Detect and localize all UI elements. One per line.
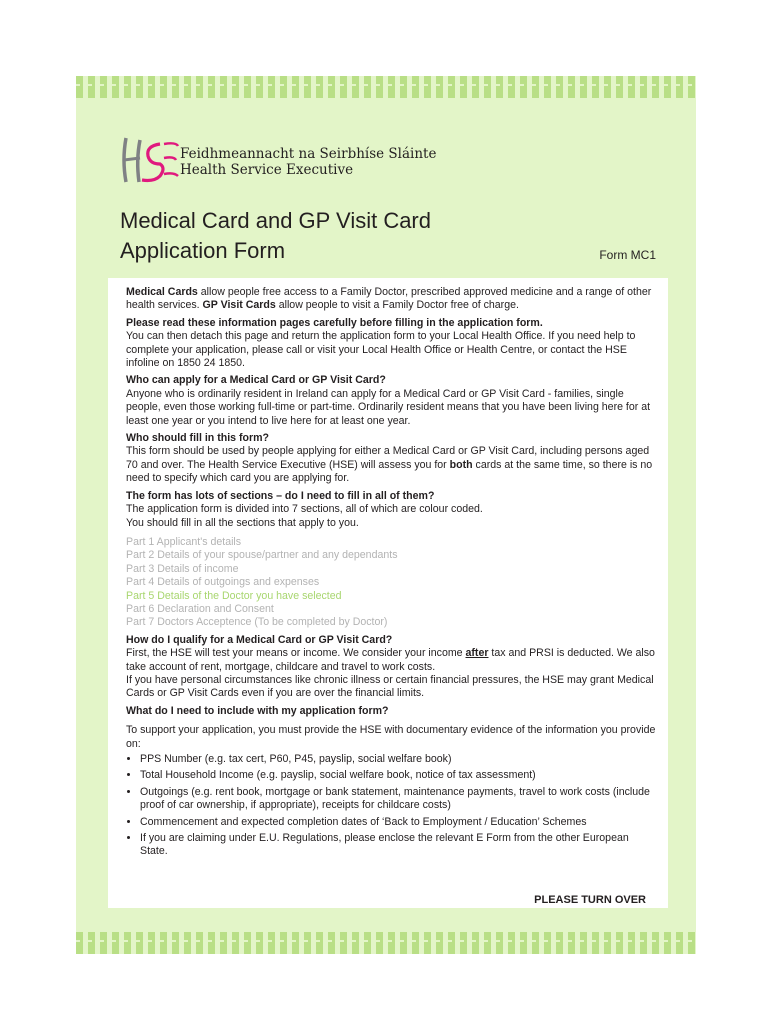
section-heading: The form has lots of sections – do I need to fill in all of them? [126,489,435,502]
intro-text-2: allow people to visit a Family Doctor free of charge. [275,299,519,312]
info-panel [108,278,668,908]
info-content [126,286,656,862]
section-heading: How do I qualify for a Medical Card or GP Visit Card? [126,633,393,646]
list-item: • If you are claiming under E.U. Regulations, please enclose the relevant E Form from the other European State. [140,832,656,859]
list-item: • Outgoings (e.g. rent book, mortgage or bank statement, maintenance payments, travel to work costs (include proof of car ownership, if appropriate), receipts for childcare costs) [140,786,656,813]
section-body: This form should be used by people applying for either a Medical Card or GP Visit Card, including persons aged 70 and over. The Health Service Executive (HSE) will assess you for [126,445,650,471]
please-turn-over: PLEASE TURN OVER [534,894,646,906]
parts-list [126,536,656,630]
section-who-can-apply [126,374,656,428]
section-body: First, the HSE will test your means or income. We consider your income [126,647,466,660]
part-item: Part 3 Details of income [126,562,239,575]
section-heading: Please read these information pages carefully before filling in the application form. [126,316,543,329]
section-body: If you have personal circumstances like chronic illness or certain financial pressures, the HSE may grant Medical Cards or GP Visit Cards even if you are over the financial limits. [126,673,654,700]
section-body: To support your application, you must provide the HSE with documentary evidence of the information you provide on: [126,724,656,750]
section-body: cards at the same time, so there is no need to specify which card you are applying for. [126,458,653,485]
list-item: • PPS Number (e.g. tax cert, P60, P45, payslip, social welfare book) [140,753,656,766]
logo-text [180,146,436,178]
section-sections [126,490,656,530]
section-body: Anyone who is ordinarily resident in Ireland can apply for a Medical Card or GP Visit Card - families, single people, even those working full-time or part-time. Ordinarily resident means that you have been living here for at least one year or you intend to live here for at least one year. [126,387,651,427]
both-emphasis: both [449,458,473,471]
section-qualify [126,634,656,701]
part-item: Part 1 Applicant's details [126,535,242,548]
section-body: You can then detach this page and return the application form to your Local Health Office. If you need help to complete your application, please call or visit your Local Health Office or Health Centre, or contact the HSE infoline on 1850 24 1850. [126,330,636,370]
logo-irish-name: Feidhmeannacht na Seirbhíse Sláinte [180,146,437,162]
section-body: You should fill in all the sections that apply to you. [126,516,359,529]
part-item: Part 2 Details of your spouse/partner and any dependants [126,549,398,562]
title-line-2: Application Form [120,238,286,263]
intro-gp-visit-cards: GP Visit Cards [202,299,276,312]
section-heading: Who should fill in this form? [126,432,269,445]
section-read-carefully [126,317,656,371]
part-item: Part 7 Doctors Acceptence (To be completed by Doctor) [126,616,388,629]
top-stripe [76,76,696,98]
form-number: Form MC1 [599,248,656,262]
intro-text-1: allow people free access to a Family Doctor, prescribed approved medicine and a range of other health services. [126,286,652,312]
intro-medical-cards: Medical Cards [126,286,198,298]
part-item: Part 5 Details of the Doctor you have selected [126,589,342,602]
page-title [120,206,431,266]
bottom-stripe [76,932,696,954]
title-line-1: Medical Card and GP Visit Card [120,208,431,233]
after-emphasis: after [465,647,489,660]
section-who-fills [126,432,656,486]
intro-paragraph [126,286,656,313]
evidence-list [126,753,656,859]
part-item: Part 6 Declaration and Consent [126,602,274,615]
section-heading: Who can apply for a Medical Card or GP Visit Card? [126,374,386,387]
section-body: The application form is divided into 7 sections, all of which are colour coded. [126,503,483,516]
section-include [126,705,656,718]
list-item: • Total Household Income (e.g. payslip, social welfare book, notice of tax assessment) [140,769,656,782]
section-heading: What do I need to include with my application form? [126,704,389,717]
list-item: • Commencement and expected completion dates of ‘Back to Employment / Education’ Schemes [140,816,656,829]
part-item: Part 4 Details of outgoings and expenses [126,576,320,589]
form-page [76,76,696,952]
logo-english-name: Health Service Executive [180,162,354,178]
section-body: tax and PRSI is deducted. We also take account of rent, mortgage, childcare and travel to work costs. [126,647,655,673]
